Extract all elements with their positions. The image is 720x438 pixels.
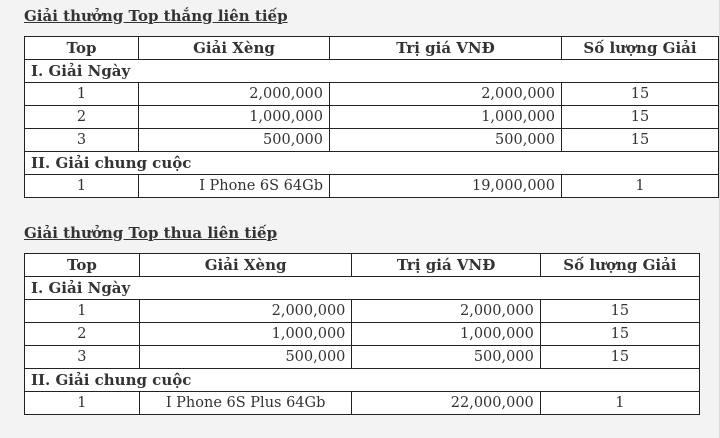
- prize-table-lose-streak: [24, 253, 700, 415]
- group-label: II. Giải chung cuộc: [25, 152, 719, 175]
- table-row: [25, 175, 719, 198]
- header-top: Top: [25, 37, 139, 60]
- table-header-row: [25, 37, 719, 60]
- cell-top: 1: [25, 300, 140, 323]
- table-row: [25, 392, 700, 415]
- cell-top: 3: [25, 129, 139, 152]
- section-title-win-streak: Giải thưởng Top thắng liên tiếp: [24, 7, 288, 25]
- cell-top: 2: [25, 106, 139, 129]
- table-row: [25, 106, 719, 129]
- cell-value: 500,000: [352, 346, 540, 369]
- table-row: [25, 323, 700, 346]
- table-row: [25, 83, 719, 106]
- table-row: [25, 300, 700, 323]
- cell-value: 1,000,000: [352, 323, 540, 346]
- cell-top: 1: [25, 83, 139, 106]
- header-value: Trị giá VNĐ: [330, 37, 562, 60]
- cell-top: 1: [25, 392, 140, 415]
- cell-value: 22,000,000: [352, 392, 540, 415]
- cell-value: 2,000,000: [352, 300, 540, 323]
- cell-value: 19,000,000: [330, 175, 562, 198]
- group-row-final: [25, 369, 700, 392]
- section-title-lose-streak: Giải thưởng Top thua liên tiếp: [24, 224, 278, 242]
- cell-prize: 1,000,000: [139, 106, 330, 129]
- group-label: I. Giải Ngày: [25, 277, 700, 300]
- table-header-row: [25, 254, 700, 277]
- cell-quantity: 1: [562, 175, 719, 198]
- prize-table-win-streak: [24, 36, 719, 198]
- cell-quantity: 15: [562, 106, 719, 129]
- cell-value: 2,000,000: [330, 83, 562, 106]
- group-row-final: [25, 152, 719, 175]
- cell-quantity: 15: [540, 346, 699, 369]
- cell-quantity: 15: [562, 83, 719, 106]
- cell-quantity: 15: [562, 129, 719, 152]
- cell-top: 2: [25, 323, 140, 346]
- cell-prize: I Phone 6S 64Gb: [139, 175, 330, 198]
- cell-value: 500,000: [330, 129, 562, 152]
- group-row-daily: [25, 60, 719, 83]
- group-label: II. Giải chung cuộc: [25, 369, 700, 392]
- cell-prize: 1,000,000: [139, 323, 352, 346]
- cell-prize: I Phone 6S Plus 64Gb: [139, 392, 352, 415]
- header-quantity: Số lượng Giải: [540, 254, 699, 277]
- cell-value: 1,000,000: [330, 106, 562, 129]
- cell-quantity: 15: [540, 323, 699, 346]
- group-row-daily: [25, 277, 700, 300]
- header-prize: Giải Xèng: [139, 37, 330, 60]
- header-top: Top: [25, 254, 140, 277]
- header-prize: Giải Xèng: [139, 254, 352, 277]
- header-quantity: Số lượng Giải: [562, 37, 719, 60]
- cell-top: 1: [25, 175, 139, 198]
- header-value: Trị giá VNĐ: [352, 254, 540, 277]
- table-row: [25, 129, 719, 152]
- table-row: [25, 346, 700, 369]
- group-label: I. Giải Ngày: [25, 60, 719, 83]
- cell-quantity: 1: [540, 392, 699, 415]
- cell-top: 3: [25, 346, 140, 369]
- cell-prize: 500,000: [139, 346, 352, 369]
- cell-quantity: 15: [540, 300, 699, 323]
- cell-prize: 2,000,000: [139, 83, 330, 106]
- cell-prize: 500,000: [139, 129, 330, 152]
- cell-prize: 2,000,000: [139, 300, 352, 323]
